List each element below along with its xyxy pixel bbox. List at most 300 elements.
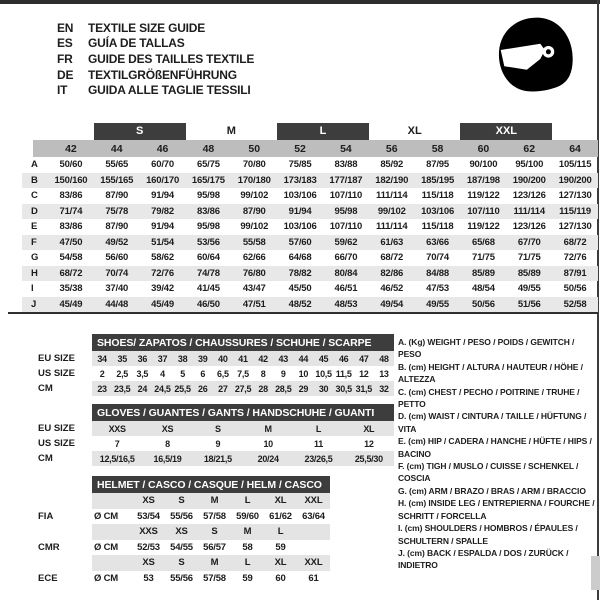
measure-cell: 80/84	[334, 267, 358, 279]
helmet-value-cell: 63/64	[302, 510, 325, 522]
measure-cell: 95/100	[515, 159, 544, 171]
legend-item: D. (cm) WAIST / CINTURA / TAILLE / HÜFTUNG / VITA	[398, 411, 587, 434]
value-cell: 7,5	[237, 368, 249, 379]
language-row	[57, 67, 254, 83]
value-cell: 27,5	[234, 383, 252, 394]
measure-cell: 46/50	[197, 298, 220, 310]
size-group-xxl: XXL	[460, 123, 552, 140]
measure-cell: 187/198	[466, 174, 500, 186]
measure-cell: 103/106	[283, 221, 317, 233]
row-label: CM	[38, 383, 53, 394]
measure-cell: 47/53	[426, 283, 449, 295]
measure-cell: 67/70	[517, 236, 541, 248]
diameter-unit: Ø CM	[94, 541, 119, 553]
diameter-unit: Ø CM	[94, 510, 119, 522]
value-cell: 24	[137, 383, 148, 394]
value-cell: 24,5	[154, 383, 171, 394]
measure-cell: 54/58	[59, 252, 83, 264]
helmet-values	[92, 509, 330, 525]
measure-cell: 64/68	[288, 252, 312, 264]
size-group-s: S	[94, 123, 186, 140]
value-cell: 43	[278, 353, 288, 364]
value-cell: 10	[298, 368, 309, 379]
helmet-value-cell: 60	[275, 572, 286, 584]
measure-cell: 190/200	[512, 174, 546, 186]
measure-row-a	[22, 157, 598, 173]
helmet-size-label: XXL	[304, 495, 323, 507]
measure-cell: 177/187	[329, 174, 363, 186]
language-code: ES	[57, 36, 73, 51]
size-number: 60	[477, 142, 490, 155]
size-row-eu-size	[10, 351, 394, 366]
measure-cell: 50/56	[472, 298, 495, 310]
value-cell: 25,5	[174, 383, 191, 394]
size-numbers	[22, 140, 598, 157]
value-cell: 30,5	[335, 383, 352, 394]
language-title: GUIDA ALLE TAGLIE TESSILI	[88, 83, 251, 98]
measure-cell: 115/119	[559, 205, 592, 217]
helmet-cert-row-ece	[10, 571, 330, 587]
helmet-size-label: XL	[274, 495, 287, 507]
language-title: GUIDE DES TAILLES TEXTILE	[88, 51, 255, 66]
measure-cell: 83/88	[334, 159, 358, 171]
cert-label: FIA	[38, 510, 54, 522]
measure-cell: 85/89	[517, 267, 541, 279]
helmet-size-label: L	[277, 526, 284, 538]
value-cell: 10,5	[315, 368, 332, 379]
size-group-m: M	[226, 124, 236, 137]
value-cell: 5	[180, 368, 185, 379]
measure-cell: 115/118	[421, 190, 454, 202]
measure-cell: 55/65	[105, 159, 129, 171]
measure-cell: 111/114	[376, 221, 408, 233]
measure-row-g	[22, 250, 598, 266]
value-cell: 38	[177, 353, 188, 364]
legend-item: G. (cm) ARM / BRAZO / BRAS / ARM / BRACCIO	[398, 485, 586, 496]
gloves-title: GLOVES / GUANTES / GANTS / HANDSCHUHE / GUANTI	[97, 406, 375, 419]
legend-item: E. (cm) HIP / CADERA / HANCHE / HÜFTE / HIPS / BACINO	[398, 436, 592, 459]
value-cell: 32	[379, 383, 389, 394]
measure-cell: 71/75	[517, 252, 541, 264]
gloves-rows	[10, 421, 394, 466]
measure-cell: 99/102	[377, 205, 406, 217]
cert-label: ECE	[38, 572, 58, 584]
size-number: 56	[385, 142, 398, 155]
size-number: 64	[569, 142, 581, 155]
measure-cell: 107/110	[329, 190, 363, 202]
legend-item: H. (cm) INSIDE LEG / ENTREPIERNA / FOURCHE / SCHRITT / FORCELLA	[398, 498, 595, 521]
measure-cell: 190/200	[558, 174, 592, 186]
helmet-size-label: XS	[142, 557, 155, 569]
measure-cell: 74/78	[197, 267, 220, 279]
row-values	[92, 451, 394, 466]
gloves-title-bar	[92, 404, 394, 421]
row-letter: E	[31, 221, 38, 233]
measure-cell: 47/51	[242, 298, 266, 310]
helmet-size-label: S	[178, 557, 185, 569]
measure-cell: 48/54	[472, 283, 495, 295]
measure-cell: 99/102	[240, 190, 269, 202]
value-cell: 25,5/30	[354, 453, 383, 464]
value-cell: 12	[359, 368, 369, 379]
value-cell: 6	[200, 368, 206, 379]
measure-row-f	[22, 235, 598, 251]
helmet-value-cell: 56/57	[203, 541, 226, 553]
size-row-cm	[10, 381, 394, 396]
value-cell: XS	[161, 423, 174, 434]
helmet-size-label: L	[244, 495, 251, 507]
helmet-size-label: S	[178, 495, 185, 507]
measure-cell: 111/114	[376, 190, 408, 202]
measure-cell: 75/85	[288, 159, 312, 171]
value-cell: L	[315, 423, 322, 434]
value-cell: 29	[298, 383, 309, 394]
helmet-size-labels	[92, 524, 330, 540]
measure-cell: 79/82	[151, 205, 174, 217]
measure-cell: 75/78	[105, 205, 129, 217]
value-cell: 42	[258, 353, 268, 364]
value-cell: 46	[338, 353, 349, 364]
measure-row-h	[22, 266, 598, 282]
measure-row-d	[22, 204, 598, 220]
row-label: US SIZE	[38, 438, 75, 449]
measure-cell: 46/51	[334, 283, 358, 295]
measure-cell: 87/90	[105, 190, 129, 202]
measure-cell: 52/58	[563, 298, 587, 310]
language-title-list	[57, 20, 254, 98]
measure-cell: 46/52	[380, 283, 404, 295]
language-title: GUÍA DE TALLAS	[88, 36, 185, 51]
legend-item: I. (cm) SHOULDERS / HOMBROS / ÉPAULES / SCHULTERN / SPALLE	[398, 523, 578, 546]
cert-label: CMR	[38, 541, 60, 553]
measure-cell: 82/86	[380, 267, 404, 279]
measure-cell: 35/38	[59, 283, 83, 295]
helmet-size-label: S	[211, 526, 218, 538]
row-label-spacer	[10, 555, 92, 571]
measure-cell: 103/106	[283, 190, 317, 202]
measure-cell: 57/60	[288, 236, 312, 248]
size-group-xl: XL	[407, 124, 422, 137]
measure-cell: 61/63	[380, 236, 404, 248]
size-number: 42	[65, 142, 77, 155]
size-number: 48	[202, 142, 215, 155]
measure-cell: 48/53	[334, 298, 358, 310]
measure-cell: 66/70	[334, 252, 358, 264]
measure-cell: 83/86	[59, 221, 83, 233]
helmet-size-label: XS	[142, 495, 155, 507]
size-number: 44	[110, 142, 123, 155]
helmet-size-header-row	[10, 524, 330, 540]
measure-cell: 62/66	[242, 252, 266, 264]
measure-cell: 70/74	[105, 267, 129, 279]
value-cell: 23/26,5	[304, 453, 333, 464]
measure-cell: 85/92	[380, 159, 404, 171]
measure-cell: 37/40	[105, 283, 129, 295]
measure-cell: 150/160	[54, 174, 88, 186]
value-cell: 34	[97, 353, 107, 364]
shoes-title-bar	[92, 334, 394, 351]
measure-cell: 119/122	[467, 221, 500, 233]
measure-cell: 45/49	[151, 298, 174, 310]
measure-cell: 107/110	[467, 205, 500, 217]
measure-cell: 41/45	[197, 283, 220, 295]
measure-cell: 56/60	[105, 252, 129, 264]
helmet-values	[92, 540, 330, 556]
measure-cell: 51/54	[151, 236, 174, 248]
value-cell: 26	[198, 383, 208, 394]
measure-cell: 87/90	[105, 221, 129, 233]
measure-cell: 123/126	[512, 190, 546, 202]
helmet-size-label: M	[210, 495, 219, 507]
row-letter: G	[31, 252, 39, 264]
value-cell: 8	[260, 368, 266, 379]
size-number: 52	[294, 142, 306, 155]
measure-cell: 70/74	[426, 252, 449, 264]
row-label: CM	[38, 453, 53, 464]
value-cell: XL	[363, 423, 375, 434]
row-label: EU SIZE	[38, 353, 75, 364]
language-code: DE	[57, 67, 74, 82]
value-cell: 31,5	[355, 383, 372, 394]
helmet-value-cell: 53/54	[137, 510, 160, 522]
measure-row-b	[22, 173, 598, 189]
measure-cell: 105/115	[558, 159, 592, 171]
value-cell: XXS	[108, 423, 126, 434]
size-row-us-size	[10, 436, 394, 451]
row-values	[92, 421, 394, 436]
measure-cell: 78/82	[288, 267, 312, 279]
helmet-size-header-row	[10, 555, 330, 571]
helmet-size-label: L	[244, 557, 251, 569]
measure-cell: 44/48	[105, 298, 129, 310]
row-letter: B	[31, 174, 38, 186]
measure-cell: 49/54	[380, 298, 404, 310]
measure-cell: 68/72	[380, 252, 404, 264]
language-title: TEXTILE SIZE GUIDE	[88, 20, 206, 35]
row-label: US SIZE	[38, 368, 75, 379]
helmet-value-cell: 61/62	[269, 510, 292, 522]
measurement-legend	[398, 336, 595, 572]
measure-cell: 91/94	[151, 221, 174, 233]
language-row	[57, 20, 254, 36]
language-code: IT	[57, 83, 68, 98]
diameter-unit: Ø CM	[94, 572, 119, 584]
helmet-value-cell: 57/58	[203, 510, 226, 522]
measure-cell: 87/91	[563, 267, 587, 279]
measure-cell: 72/76	[151, 267, 174, 279]
measure-row-c	[22, 188, 598, 204]
measure-cell: 50/60	[59, 159, 83, 171]
helmet-size-label: XXS	[139, 526, 158, 538]
helmet-value-cell: 58	[242, 541, 253, 553]
measure-cell: 72/76	[563, 252, 587, 264]
value-cell: 3,5	[136, 368, 149, 379]
value-cell: 6,5	[217, 368, 229, 379]
measure-cell: 87/95	[426, 159, 449, 171]
helmet-value-cell: 53	[143, 572, 154, 584]
section-divider	[8, 312, 598, 314]
helmet-value-cell: 55/56	[170, 572, 193, 584]
measure-cell: 55/58	[242, 236, 266, 248]
row-letter: J	[31, 298, 37, 310]
measure-cell: 59/62	[334, 236, 358, 248]
helmet-value-cell: 59/60	[236, 510, 259, 522]
measure-cell: 119/122	[467, 190, 500, 202]
row-values	[92, 381, 394, 396]
value-cell: 12	[364, 438, 374, 449]
measure-cell: 85/89	[472, 267, 495, 279]
measure-cell: 91/94	[151, 190, 174, 202]
value-cell: 11,5	[335, 368, 352, 379]
measure-cell: 107/110	[329, 221, 363, 233]
value-cell: 40	[218, 353, 228, 364]
helmet-value-cell: 55/56	[170, 510, 193, 522]
size-number-row	[22, 140, 598, 157]
row-letter: C	[31, 190, 38, 202]
measure-cell: 83/86	[59, 190, 83, 202]
row-label-spacer	[10, 493, 92, 509]
value-cell: 7	[114, 438, 120, 449]
value-cell: 9	[280, 368, 286, 379]
shoes-size-table	[10, 334, 394, 396]
value-cell: 44	[298, 353, 309, 364]
helmet-size-label: XXL	[304, 557, 323, 569]
row-letter: I	[31, 283, 34, 295]
helmet-title: HELMET / CASCO / CASQUE / HELM / CASCO	[97, 478, 322, 491]
value-cell: 16,5/19	[153, 453, 182, 464]
measure-cell: 185/195	[421, 174, 455, 186]
legend-item: B. (cm) HEIGHT / ALTURA / HAUTEUR / HÖHE / ALTEZZA	[398, 361, 583, 385]
measure-cell: 87/90	[242, 205, 266, 217]
row-values	[92, 351, 394, 366]
measure-cell: 65/75	[197, 159, 220, 171]
helmet-size-label: M	[210, 557, 219, 569]
helmet-value-cell: 52/53	[137, 541, 160, 553]
measure-cell: 84/88	[426, 267, 449, 279]
measure-cell: 43/47	[242, 283, 266, 295]
size-row-eu-size	[10, 421, 394, 436]
measure-cell: 165/175	[191, 174, 225, 186]
measure-cell: 95/98	[197, 190, 220, 202]
helmet-rows	[10, 493, 330, 586]
row-label: EU SIZE	[38, 423, 75, 434]
measure-cell: 68/72	[59, 267, 83, 279]
measure-cell: 49/55	[426, 298, 449, 310]
value-cell: 2	[99, 368, 105, 379]
measure-cell: 45/50	[288, 283, 312, 295]
value-cell: 9	[215, 438, 221, 449]
helmet-size-header-row	[10, 493, 330, 509]
measure-cell: 47/50	[59, 236, 83, 248]
measure-cell: 65/68	[472, 236, 495, 248]
measure-cell: 49/55	[517, 283, 541, 295]
language-row	[57, 51, 254, 67]
language-code: FR	[57, 51, 73, 66]
size-number: 46	[156, 142, 169, 155]
measure-cell: 90/100	[469, 159, 498, 171]
measure-cell: 76/80	[242, 267, 266, 279]
measure-cell: 95/98	[197, 221, 220, 233]
measure-cell: 99/102	[240, 221, 269, 233]
measure-cell: 50/56	[563, 283, 587, 295]
legend-item: J. (cm) BACK / ESPALDA / DOS / ZURÜCK / INDIETRO	[398, 547, 569, 571]
measure-cell: 71/75	[472, 252, 495, 264]
value-cell: 10	[263, 438, 273, 449]
value-cell: M	[264, 423, 272, 434]
helmet-size-label: XL	[274, 557, 287, 569]
value-cell: 45	[318, 353, 329, 364]
measure-cell: 170/180	[237, 174, 271, 186]
language-code: EN	[57, 20, 74, 35]
language-row	[57, 36, 254, 52]
measure-row-i	[22, 281, 598, 297]
legend-item: F. (cm) TIGH / MUSLO / CUISSE / SCHENKEL / COSCIA	[398, 461, 579, 484]
value-cell: 27	[218, 383, 228, 394]
measure-cell: 160/170	[146, 174, 180, 186]
helmet-icon	[489, 13, 579, 105]
measure-cell: 123/126	[512, 221, 546, 233]
value-cell: 18/21,5	[203, 453, 232, 464]
value-cell: 23,5	[114, 383, 131, 394]
row-letter: A	[31, 159, 38, 171]
size-number: 54	[340, 142, 352, 155]
measure-cell: 53/56	[197, 236, 220, 248]
measure-cell: 70/80	[242, 159, 266, 171]
value-cell: 41	[238, 353, 248, 364]
value-cell: S	[214, 423, 221, 434]
helmet-value-cell: 57/58	[203, 572, 226, 584]
row-label-spacer	[10, 524, 92, 540]
value-cell: 35	[117, 353, 127, 364]
size-number: 62	[523, 142, 536, 155]
measure-cell: 48/52	[288, 298, 312, 310]
helmet-title-bar	[92, 476, 330, 493]
helmet-values	[92, 571, 330, 587]
row-values	[92, 366, 394, 381]
measure-cell: 51/56	[517, 298, 541, 310]
row-values	[92, 436, 394, 451]
measure-cell: 173/183	[283, 174, 317, 186]
size-row-us-size	[10, 366, 394, 381]
measure-cell: 127/130	[558, 221, 592, 233]
measure-row-e	[22, 219, 598, 235]
size-group-row	[22, 122, 598, 140]
helmet-cert-row-cmr	[10, 540, 330, 556]
legend-item: C. (cm) CHEST / PECHO / POITRINE / TRUHE / PETTO	[398, 386, 580, 410]
top-border-bar	[0, 0, 600, 4]
value-cell: 4	[160, 368, 165, 379]
measure-cell: 83/86	[197, 205, 220, 217]
value-cell: 11	[314, 438, 323, 449]
measure-cell: 115/118	[421, 221, 454, 233]
helmet-value-cell: 54/55	[170, 541, 193, 553]
value-cell: 28,5	[275, 383, 292, 394]
size-number: 50	[248, 142, 261, 155]
measure-cell: 111/114	[513, 205, 545, 217]
measure-row-j	[22, 297, 598, 313]
value-cell: 13	[379, 368, 389, 379]
helmet-size-label: M	[243, 526, 252, 538]
legend-item: A. (Kg) WEIGHT / PESO / POIDS / GEWITCH / PESO	[398, 337, 575, 360]
value-cell: 8	[165, 438, 170, 449]
measure-cell: 68/72	[563, 236, 587, 248]
value-cell: 47	[359, 353, 369, 364]
measure-cell: 71/74	[59, 205, 83, 217]
measure-cell: 58/62	[151, 252, 174, 264]
measure-cell: 95/98	[334, 205, 358, 217]
value-cell: 28	[258, 383, 268, 394]
shoes-rows	[10, 351, 394, 396]
